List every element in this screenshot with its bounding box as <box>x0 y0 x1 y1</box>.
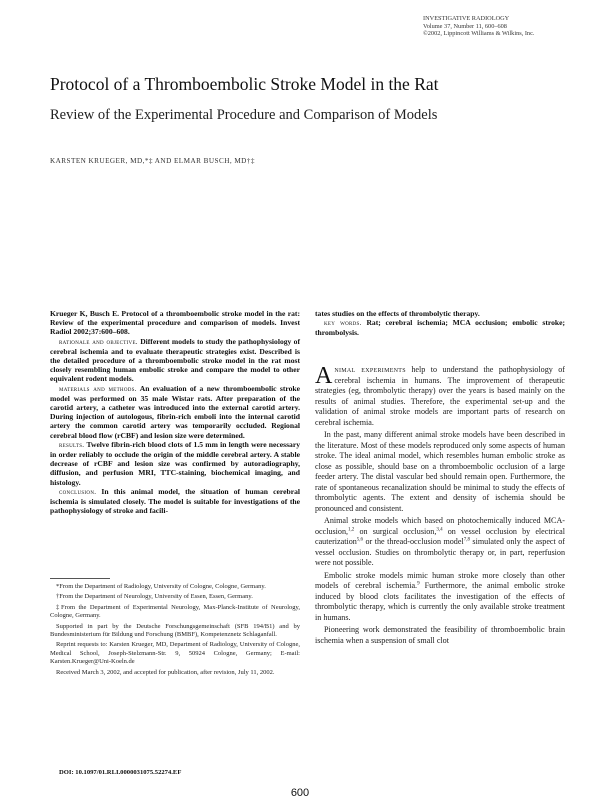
body-text <box>315 365 565 648</box>
text-run: Animal stroke models which based on photochemically induced MCA-occlusion, <box>315 516 565 536</box>
text-run: Embolic stroke models mimic human stroke more closely than other models of cerebral ischemia. <box>315 570 565 590</box>
abstract-results <box>50 440 300 487</box>
abstract-results-text: Twelve fibrin-rich blood clots of 1.5 mm in length were necessary in order reliably to occlude the origin of the middle cerebral artery. A stable decrease of rCBF and lesion size was confirmed by autoradiography, diffusion, and perfusion MRI, TTC-staining, biochemical imaging, and histology. <box>50 439 300 487</box>
journal-copyright: ©2002, Lippincott Williams & Wilkins, Inc. <box>423 30 535 38</box>
footnote-funding: Supported in part by the Deutsche Forschungsgemeinschaft (SFB 194/B1) and by Bundesministerium für Bildung und Forschung (BMBF), Kompetenznetz Schlaganfall. <box>50 622 300 639</box>
body-paragraph: In the past, many different animal stroke models have been described in the literature. Most of these models reproduced only some aspects of human stroke. The ideal animal model, which resembles human embolic stroke as close as possible, should base on a thromboembolic occlusion of a large feeder artery. The distal vascular bed should remain open. Furthermore, the rate of spontaneous recanalization should be minimal to study the effects of thrombolytic agents. The extent and density of ischemia should be pronounced and consistent. <box>315 430 565 513</box>
abstract-rationale-text: Different models to study the pathophysiology of cerebral ischemia and to evaluate therapeutic strategies exist. Described is the detailed procedure of a thromboembolic stroke model in the rat most closely resembling human embolic stroke and compare the model to other equivalent rodent models. <box>50 336 300 384</box>
abstract-results-label: results. <box>59 440 85 449</box>
abstract-continued <box>315 309 565 338</box>
footnote-received: Received March 3, 2002, and accepted for publication, after revision, July 11, 2002. <box>56 668 275 676</box>
abstract-conclusion-continued: tates studies on the effects of thrombolytic therapy. <box>315 309 480 318</box>
page-number: 600 <box>290 787 310 799</box>
text-run: on vessel occlusion by electrical cauterization <box>315 526 565 546</box>
text-run: or the thread-occlusion model <box>363 537 464 546</box>
intro-text: help to understand the pathophysiology of cerebral ischemia in humans. The improvement of therapeutic strategies (eg, thrombolytic therapy) over the years is based mainly on the results of animal studies. Therefore, the experimental set-up and the validation of animal stroke models are important parts of research on cerebral ischemia. <box>315 365 565 427</box>
footnotes <box>50 583 300 679</box>
footnote-affiliation-radiology: *From the Department of Radiology, University of Cologne, Cologne, Germany. <box>56 583 266 590</box>
journal-header <box>423 15 593 38</box>
reference-superscript: 1,2 <box>348 526 355 532</box>
footnote-divider <box>50 578 110 579</box>
abstract-rationale <box>50 337 300 384</box>
abstract-keywords <box>315 318 565 337</box>
body-paragraph: Pioneering work demonstrated the feasibility of thromboembolic brain ischemia when a suspension of small clot <box>315 625 565 645</box>
reference-superscript: 7,8 <box>463 537 470 543</box>
text-run: simulated only the aspect of vessel occlusion. Studies on thrombolytic therapy or, in part, reperfusion were not possible. <box>315 537 565 567</box>
body-paragraph-intro <box>315 365 565 428</box>
abstract-conclusion-text: In this animal model, the situation of human cerebral ischemia is simulated closely. The model is suitable for investigations of the pathophysiology of stroke and facili- <box>50 486 300 516</box>
doi: DOI: 10.1097/01.RLI.0000031075.52274.EF <box>59 769 182 776</box>
article-subtitle: Review of the Experimental Procedure and Comparison of Models <box>50 107 438 123</box>
footnote-reprint: Reprint requests to: Karsten Krueger, MD, Department of Radiology, University of Cologne, Medical School, Joseph-Stelzmann-Str. 9, 50924 Cologne, Germany; E-mail: Karsten.Krueger@Uni-Koeln.de <box>50 641 300 666</box>
journal-volume: Volume 37, Number 11, 600–608 <box>423 22 507 30</box>
text-run: on surgical occlusion, <box>354 526 437 536</box>
reference-superscript: 5,6 <box>356 537 364 543</box>
abstract-methods <box>50 384 300 440</box>
footnote-affiliation-neurology: †From the Department of Neurology, University of Essen, Essen, Germany. <box>56 593 253 601</box>
body-paragraph <box>315 516 565 569</box>
keywords-label: key words. <box>324 319 362 328</box>
keywords-text: Rat; cerebral ischemia; MCA occlusion; embolic stroke; thrombolysis. <box>315 318 565 338</box>
abstract-conclusion-label: conclusion. <box>59 487 97 496</box>
text-run: Furthermore, the animal embolic stroke induced by blood clots facilitates the investigation of the effects of thrombolytic therapy, which is currently the only available stroke treatment in humans. <box>315 581 565 622</box>
abstract-citation: Krueger K, Busch E. Protocol of a thromboembolic stroke model in the rat: Review of the experimental procedure and comparison of models. Invest Radiol 2002;37:600–608. <box>50 309 300 337</box>
article-title: Protocol of a Thromboembolic Stroke Model in the Rat <box>50 74 439 94</box>
abstract-rationale-label: rationale and objective. <box>59 337 138 346</box>
drop-cap: A <box>315 363 333 389</box>
body-paragraph <box>315 571 565 624</box>
abstract <box>50 309 300 515</box>
footnote-affiliation-experimental: ‡From the Department of Experimental Neurology, Max-Planck-Institute of Neurology, Cologne, Germany. <box>50 603 300 620</box>
abstract-methods-label: materials and methods. <box>59 384 137 393</box>
article-authors: KARSTEN KRUEGER, MD,*‡ AND ELMAR BUSCH, MD†‡ <box>50 157 255 165</box>
journal-name: INVESTIGATIVE RADIOLOGY <box>423 15 510 22</box>
lead-in-caps: nimal experiments <box>334 365 406 374</box>
abstract-conclusion <box>50 487 300 516</box>
abstract-methods-text: An evaluation of a new thromboembolic stroke model was performed on 35 male Wistar rats. After preparation of the carotid artery, a catheter was introduced into the external carotid artery. During injection of autologous, fibrin-rich emboli into the internal carotid artery the common carotid artery was temporarily occluded. Regional cerebral blood flow (rCBF) and lesion size were determined. <box>50 383 300 440</box>
reference-superscript: 9 <box>417 581 420 587</box>
reference-superscript: 3,4 <box>436 526 443 532</box>
